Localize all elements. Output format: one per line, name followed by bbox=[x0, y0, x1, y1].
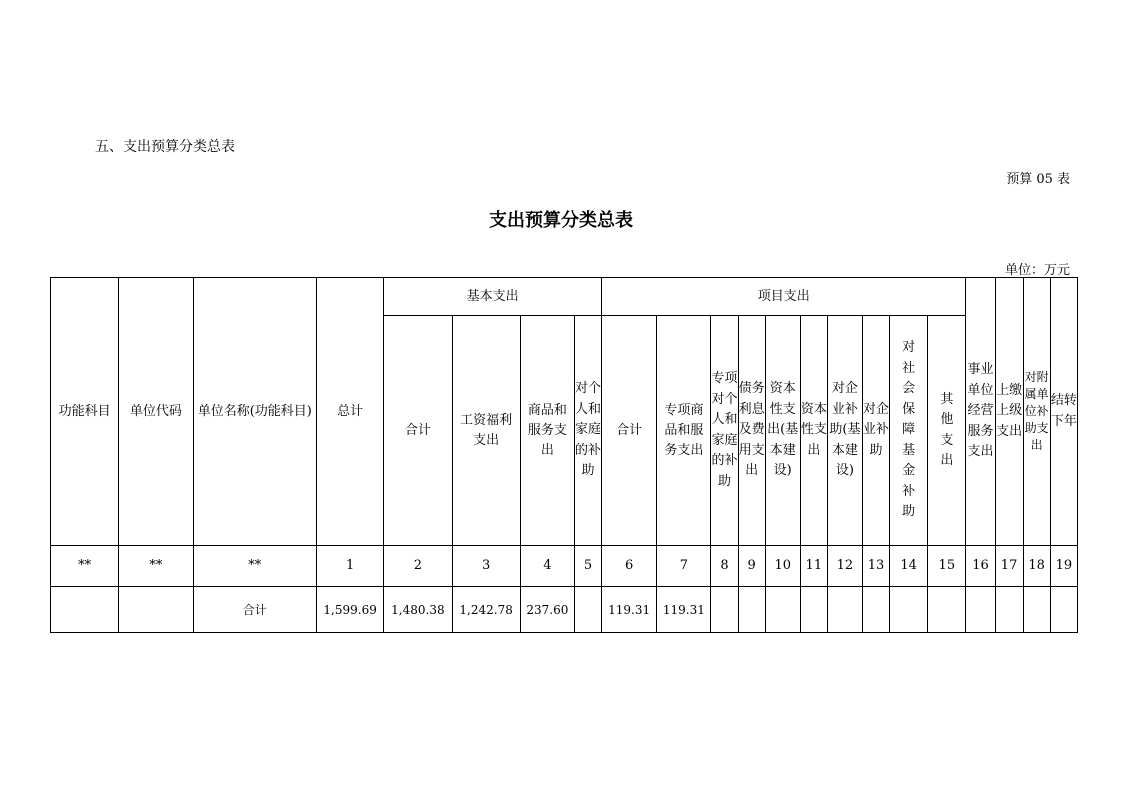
column-number-cell-9: 7 bbox=[657, 546, 711, 587]
total-cell-17 bbox=[928, 587, 966, 633]
header-project-enterprise-construction: 对企业补助(基本建设) bbox=[827, 316, 862, 546]
total-cell-21 bbox=[1050, 587, 1077, 633]
header-project-subsidy: 专项对个人和家庭的补助 bbox=[711, 316, 738, 546]
total-cell-5: 1,242.78 bbox=[452, 587, 520, 633]
total-cell-13 bbox=[800, 587, 827, 633]
header-basic-total: 合计 bbox=[384, 316, 452, 546]
header-carry-forward: 结转下年 bbox=[1050, 278, 1077, 546]
total-cell-12 bbox=[765, 587, 800, 633]
header-basic-goods: 商品和服务支出 bbox=[520, 316, 574, 546]
header-project-capital: 资本性支出 bbox=[800, 316, 827, 546]
column-number-cell-7: 5 bbox=[574, 546, 601, 587]
header-project-goods: 专项商品和服务支出 bbox=[657, 316, 711, 546]
column-number-cell-14: 12 bbox=[827, 546, 862, 587]
header-basic-expenditure: 基本支出 bbox=[384, 278, 602, 316]
total-cell-1 bbox=[119, 587, 193, 633]
column-number-cell-10: 8 bbox=[711, 546, 738, 587]
total-cell-3: 1,599.69 bbox=[317, 587, 384, 633]
section-heading: 五、支出预算分类总表 bbox=[95, 139, 235, 155]
header-project-expenditure: 项目支出 bbox=[602, 278, 966, 316]
total-cell-14 bbox=[827, 587, 862, 633]
column-number-cell-13: 11 bbox=[800, 546, 827, 587]
total-cell-9: 119.31 bbox=[657, 587, 711, 633]
total-cell-11 bbox=[738, 587, 765, 633]
total-cell-0 bbox=[51, 587, 119, 633]
header-project-enterprise: 对企业补助 bbox=[863, 316, 890, 546]
total-cell-16 bbox=[890, 587, 928, 633]
column-number-cell-12: 10 bbox=[765, 546, 800, 587]
expenditure-budget-table bbox=[50, 277, 1078, 633]
column-number-cell-4: 2 bbox=[384, 546, 452, 587]
column-number-cell-17: 15 bbox=[928, 546, 966, 587]
column-number-cell-3: 1 bbox=[317, 546, 384, 587]
total-cell-6: 237.60 bbox=[520, 587, 574, 633]
column-number-cell-6: 4 bbox=[520, 546, 574, 587]
header-project-debt: 债务利息及费用支出 bbox=[738, 316, 765, 546]
total-cell-20 bbox=[1023, 587, 1050, 633]
column-number-cell-2: ** bbox=[193, 546, 316, 587]
column-number-cell-15: 13 bbox=[863, 546, 890, 587]
column-number-row bbox=[51, 546, 1078, 587]
total-cell-2: 合计 bbox=[193, 587, 316, 633]
header-basic-wages: 工资福利支出 bbox=[452, 316, 520, 546]
header-project-total: 合计 bbox=[602, 316, 657, 546]
total-cell-10 bbox=[711, 587, 738, 633]
total-cell-15 bbox=[863, 587, 890, 633]
column-number-cell-8: 6 bbox=[602, 546, 657, 587]
total-cell-4: 1,480.38 bbox=[384, 587, 452, 633]
column-number-cell-5: 3 bbox=[452, 546, 520, 587]
header-project-other: 其他支出 bbox=[928, 316, 966, 546]
document-title: 支出预算分类总表 bbox=[489, 210, 633, 231]
header-unit-code: 单位代码 bbox=[119, 278, 193, 546]
total-cell-19 bbox=[995, 587, 1023, 633]
form-code: 预算 05 表 bbox=[1006, 172, 1070, 187]
column-number-cell-18: 16 bbox=[966, 546, 995, 587]
header-project-capital-construction: 资本性支出(基本建设) bbox=[765, 316, 800, 546]
header-to-affiliates: 对附属单位补助支出 bbox=[1023, 278, 1050, 546]
header-basic-subsidy: 对个人和家庭的补助 bbox=[574, 316, 601, 546]
header-to-superior: 上缴上级支出 bbox=[995, 278, 1023, 546]
column-number-cell-1: ** bbox=[119, 546, 193, 587]
header-project-social-security: 对社会保障基金补助 bbox=[890, 316, 928, 546]
column-number-cell-0: ** bbox=[51, 546, 119, 587]
total-cell-8: 119.31 bbox=[602, 587, 657, 633]
header-total: 总计 bbox=[317, 278, 384, 546]
total-cell-18 bbox=[966, 587, 995, 633]
column-number-cell-16: 14 bbox=[890, 546, 928, 587]
header-functional-subject: 功能科目 bbox=[51, 278, 119, 546]
column-number-cell-21: 19 bbox=[1050, 546, 1077, 587]
header-business-ops: 事业单位经营服务支出 bbox=[966, 278, 995, 546]
column-number-cell-19: 17 bbox=[995, 546, 1023, 587]
header-unit-name: 单位名称(功能科目) bbox=[193, 278, 316, 546]
column-number-cell-11: 9 bbox=[738, 546, 765, 587]
total-row bbox=[51, 587, 1078, 633]
total-cell-7 bbox=[574, 587, 601, 633]
unit-label: 单位：万元 bbox=[1004, 263, 1070, 278]
column-number-cell-20: 18 bbox=[1023, 546, 1050, 587]
